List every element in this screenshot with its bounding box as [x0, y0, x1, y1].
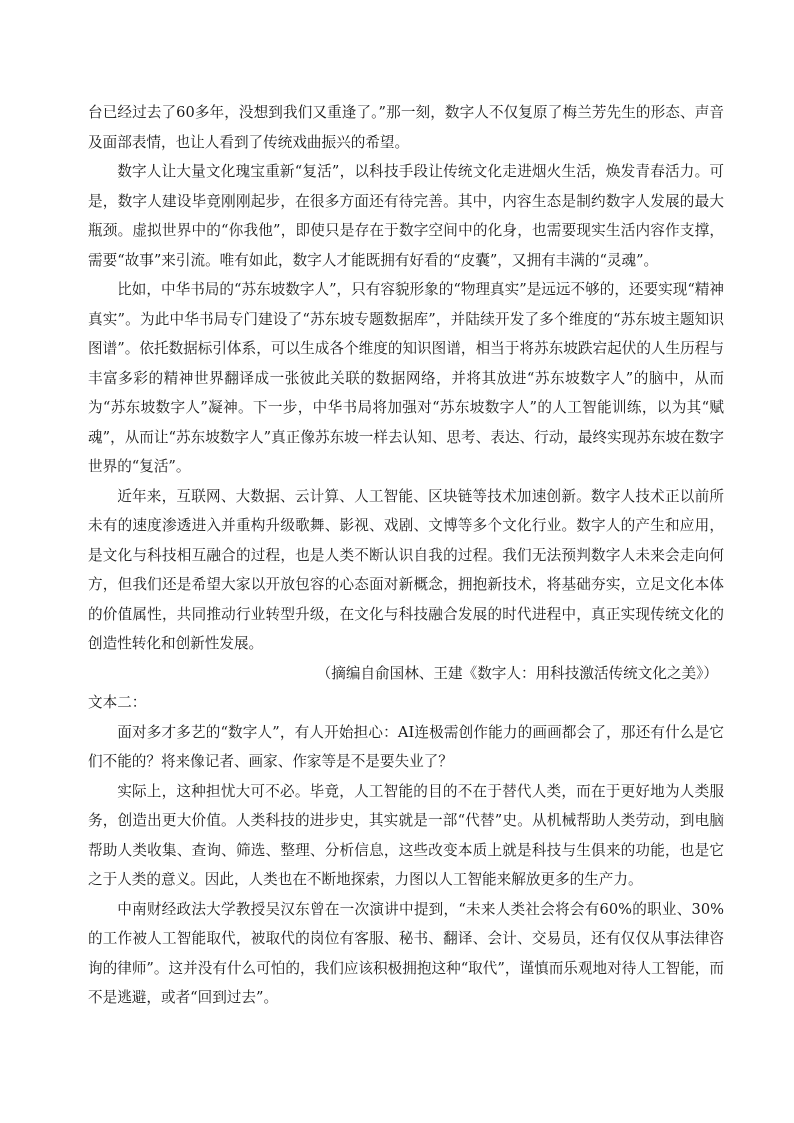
text1-paragraph-1: 数字人让大量文化瑰宝重新“复活”，以科技手段让传统文化走进烟火生活，焕发青春活力。可是，数字人建设毕竟刚刚起步，在很多方面还有待完善。其中，内容生态是制约数字人发展的最大瓶颈。虚拟世界中的“你我他”，即使只是存在于数字空间中的化身，也需要现实生活内容作支撑，需要“故事”来引流。唯有如此，数字人才能既拥有好看的“皮囊”，又拥有丰满的“灵魂”。 — [88, 163, 724, 269]
text2-label: 文本二： — [88, 694, 147, 711]
text1-paragraph-0: 台已经过去了60多年，没想到我们又重逢了。”那一刻，数字人不仅复原了梅兰芳先生的形态、声音及面部表情，也让人看到了传统戏曲振兴的希望。 — [88, 104, 724, 151]
document-page — [88, 98, 724, 1013]
text1-paragraph-3: 近年来，互联网、大数据、云计算、人工智能、区块链等技术加速创新。数字人技术正以前所未有的速度渗透进入并重构升级歌舞、影视、戏剧、文博等多个文化行业。数字人的产生和应用，是文化与科技相互融合的过程，也是人类不断认识自我的过程。我们无法预判数字人未来会走向何方，但我们还是希望大家以开放包容的心态面对新概念，拥抱新技术，将基础夯实，立足文化本体的价值属性，共同推动行业转型升级，在文化与科技融合发展的时代进程中，真正实现传统文化的创造性转化和创新性发展。 — [88, 487, 724, 652]
text1-source-citation: （摘编自俞国林、王建《数字人：用科技激活传统文化之美》） — [316, 664, 718, 682]
text2-paragraph-3: 中南财经政法大学教授吴汉东曾在一次演讲中提到，“未来人类社会将会有60%的职业、30%的工作被人工智能取代，被取代的岗位有客服、秘书、翻译、会计、交易员，还有仅仅从事法律咨询的律师”。这并没有什么可怕的，我们应该积极拥抱这种“取代”，谨慎而乐观地对待人工智能，而不是逃避，或者“回到过去”。 — [88, 900, 724, 1006]
text1-paragraph-2: 比如，中华书局的“苏东坡数字人”，只有容貌形象的“物理真实”是远远不够的，还要实现“精神真实”。为此中华书局专门建设了“苏东坡专题数据库”，并陆续开发了多个维度的“苏东坡主题知识图谱”。依托数据标引体系，可以生成各个维度的知识图谱，相当于将苏东坡跌宕起伏的人生历程与丰富多彩的精神世界翻译成一张彼此关联的数据网络，并将其放进“苏东坡数字人”的脑中，从而为“苏东坡数字人”凝神。下一步，中华书局将加强对“苏东坡数字人”的人工智能训练，以为其“赋魂”，从而让“苏东坡数字人”真正像苏东坡一样去认知、思考、表达、行动，最终实现苏东坡在数字世界的“复活”。 — [88, 281, 724, 475]
text2-paragraph-1: 面对多才多艺的“数字人”，有人开始担心：AI连极需创作能力的画画都会了，那还有什么是它们不能的？将来像记者、画家、作家等是不是要失业了？ — [88, 723, 724, 770]
text2-paragraph-2: 实际上，这种担忧大可不必。毕竟，人工智能的目的不在于替代人类，而在于更好地为人类服务，创造出更大价值。人类科技的进步史，其实就是一部“代替”史。从机械帮助人类劳动，到电脑帮助人类收集、查询、筛选、整理、分析信息，这些改变本质上就是科技与生俱来的功能，也是它之于人类的意义。因此，人类也在不断地探索，力图以人工智能来解放更多的生产力。 — [88, 782, 724, 888]
